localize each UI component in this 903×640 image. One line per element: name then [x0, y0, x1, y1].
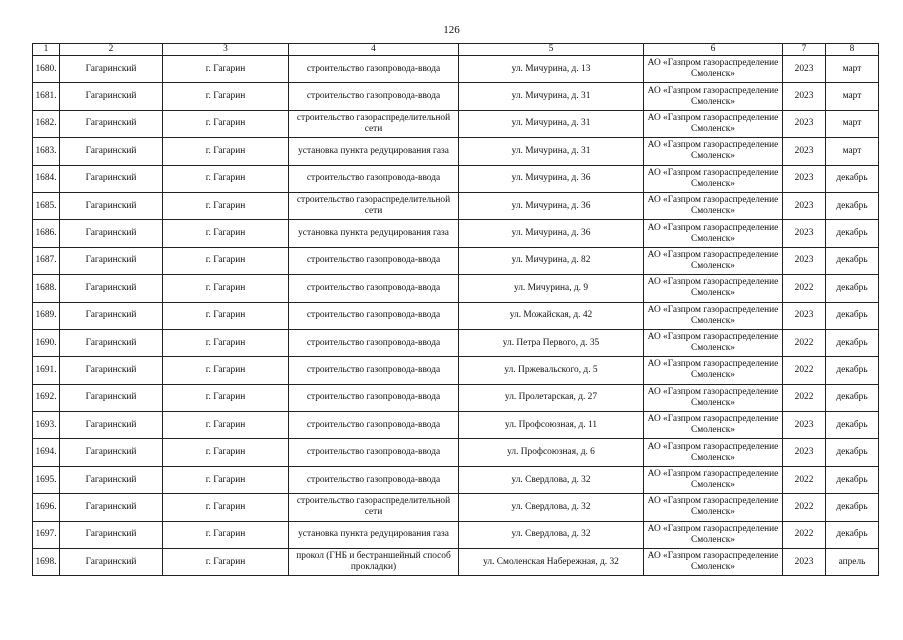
- year-cell: 2022: [783, 521, 826, 548]
- month-cell: декабрь: [826, 192, 879, 219]
- column-header: 8: [826, 44, 879, 56]
- column-header: 2: [60, 44, 163, 56]
- table-row: [33, 439, 879, 466]
- organization-cell: АО «Газпром газораспределение Смоленск»: [644, 165, 783, 192]
- organization-cell: АО «Газпром газораспределение Смоленск»: [644, 247, 783, 274]
- table-row: [33, 56, 879, 83]
- month-cell: апрель: [826, 549, 879, 576]
- table-body: [33, 56, 879, 576]
- organization-cell: АО «Газпром газораспределение Смоленск»: [644, 494, 783, 521]
- column-header: 4: [289, 44, 459, 56]
- organization-cell: АО «Газпром газораспределение Смоленск»: [644, 275, 783, 302]
- table-row: [33, 466, 879, 493]
- locality-cell: г. Гагарин: [163, 384, 289, 411]
- district-cell: Гагаринский: [60, 275, 163, 302]
- locality-cell: г. Гагарин: [163, 412, 289, 439]
- organization-cell: АО «Газпром газораспределение Смоленск»: [644, 110, 783, 137]
- year-cell: 2022: [783, 275, 826, 302]
- organization-cell: АО «Газпром газораспределение Смоленск»: [644, 220, 783, 247]
- table-row: [33, 165, 879, 192]
- organization-cell: АО «Газпром газораспределение Смоленск»: [644, 138, 783, 165]
- address-cell: ул. Пролетарская, д. 27: [459, 384, 644, 411]
- row-number-cell: 1686.: [33, 220, 60, 247]
- month-cell: декабрь: [826, 521, 879, 548]
- locality-cell: г. Гагарин: [163, 302, 289, 329]
- month-cell: декабрь: [826, 302, 879, 329]
- month-cell: март: [826, 138, 879, 165]
- work-type-cell: строительство газопровода-ввода: [289, 165, 459, 192]
- month-cell: март: [826, 83, 879, 110]
- work-type-cell: строительство газопровода-ввода: [289, 439, 459, 466]
- work-type-cell: прокол (ГНБ и бестраншейный способ прокладки): [289, 549, 459, 576]
- column-header: 7: [783, 44, 826, 56]
- row-number-cell: 1690.: [33, 329, 60, 356]
- year-cell: 2023: [783, 247, 826, 274]
- row-number-cell: 1689.: [33, 302, 60, 329]
- table-row: [33, 549, 879, 576]
- address-cell: ул. Мичурина, д. 36: [459, 165, 644, 192]
- work-type-cell: строительство газопровода-ввода: [289, 275, 459, 302]
- row-number-cell: 1692.: [33, 384, 60, 411]
- organization-cell: АО «Газпром газораспределение Смоленск»: [644, 329, 783, 356]
- district-cell: Гагаринский: [60, 329, 163, 356]
- address-cell: ул. Свердлова, д. 32: [459, 521, 644, 548]
- district-cell: Гагаринский: [60, 83, 163, 110]
- row-number-cell: 1685.: [33, 192, 60, 219]
- column-header: 6: [644, 44, 783, 56]
- work-type-cell: строительство газораспределительной сети: [289, 110, 459, 137]
- year-cell: 2023: [783, 302, 826, 329]
- address-cell: ул. Мичурина, д. 31: [459, 83, 644, 110]
- address-cell: ул. Профсоюзная, д. 6: [459, 439, 644, 466]
- header-row: [33, 44, 879, 56]
- locality-cell: г. Гагарин: [163, 83, 289, 110]
- work-type-cell: строительство газопровода-ввода: [289, 56, 459, 83]
- locality-cell: г. Гагарин: [163, 56, 289, 83]
- table-row: [33, 138, 879, 165]
- address-cell: ул. Мичурина, д. 31: [459, 110, 644, 137]
- organization-cell: АО «Газпром газораспределение Смоленск»: [644, 549, 783, 576]
- organization-cell: АО «Газпром газораспределение Смоленск»: [644, 439, 783, 466]
- year-cell: 2023: [783, 220, 826, 247]
- column-header: 1: [33, 44, 60, 56]
- locality-cell: г. Гагарин: [163, 247, 289, 274]
- table-row: [33, 521, 879, 548]
- data-table: [32, 43, 879, 576]
- column-header: 3: [163, 44, 289, 56]
- locality-cell: г. Гагарин: [163, 192, 289, 219]
- district-cell: Гагаринский: [60, 192, 163, 219]
- address-cell: ул. Мичурина, д. 13: [459, 56, 644, 83]
- organization-cell: АО «Газпром газораспределение Смоленск»: [644, 412, 783, 439]
- year-cell: 2023: [783, 138, 826, 165]
- work-type-cell: строительство газопровода-ввода: [289, 302, 459, 329]
- locality-cell: г. Гагарин: [163, 220, 289, 247]
- organization-cell: АО «Газпром газораспределение Смоленск»: [644, 384, 783, 411]
- month-cell: декабрь: [826, 439, 879, 466]
- row-number-cell: 1688.: [33, 275, 60, 302]
- district-cell: Гагаринский: [60, 357, 163, 384]
- locality-cell: г. Гагарин: [163, 439, 289, 466]
- district-cell: Гагаринский: [60, 439, 163, 466]
- row-number-cell: 1683.: [33, 138, 60, 165]
- locality-cell: г. Гагарин: [163, 466, 289, 493]
- district-cell: Гагаринский: [60, 302, 163, 329]
- month-cell: декабрь: [826, 466, 879, 493]
- month-cell: декабрь: [826, 494, 879, 521]
- locality-cell: г. Гагарин: [163, 521, 289, 548]
- address-cell: ул. Пржевальского, д. 5: [459, 357, 644, 384]
- work-type-cell: установка пункта редуцирования газа: [289, 521, 459, 548]
- address-cell: ул. Свердлова, д. 32: [459, 494, 644, 521]
- row-number-cell: 1680.: [33, 56, 60, 83]
- work-type-cell: строительство газопровода-ввода: [289, 247, 459, 274]
- year-cell: 2023: [783, 83, 826, 110]
- district-cell: Гагаринский: [60, 466, 163, 493]
- work-type-cell: строительство газораспределительной сети: [289, 192, 459, 219]
- month-cell: декабрь: [826, 247, 879, 274]
- district-cell: Гагаринский: [60, 110, 163, 137]
- year-cell: 2023: [783, 549, 826, 576]
- month-cell: декабрь: [826, 412, 879, 439]
- table-row: [33, 110, 879, 137]
- row-number-cell: 1697.: [33, 521, 60, 548]
- row-number-cell: 1698.: [33, 549, 60, 576]
- row-number-cell: 1691.: [33, 357, 60, 384]
- locality-cell: г. Гагарин: [163, 138, 289, 165]
- district-cell: Гагаринский: [60, 165, 163, 192]
- year-cell: 2022: [783, 384, 826, 411]
- table-row: [33, 357, 879, 384]
- locality-cell: г. Гагарин: [163, 275, 289, 302]
- work-type-cell: строительство газопровода-ввода: [289, 83, 459, 110]
- column-header: 5: [459, 44, 644, 56]
- district-cell: Гагаринский: [60, 220, 163, 247]
- district-cell: Гагаринский: [60, 412, 163, 439]
- year-cell: 2022: [783, 329, 826, 356]
- month-cell: март: [826, 56, 879, 83]
- table-row: [33, 302, 879, 329]
- row-number-cell: 1696.: [33, 494, 60, 521]
- row-number-cell: 1695.: [33, 466, 60, 493]
- work-type-cell: строительство газопровода-ввода: [289, 384, 459, 411]
- organization-cell: АО «Газпром газораспределение Смоленск»: [644, 83, 783, 110]
- district-cell: Гагаринский: [60, 56, 163, 83]
- table-row: [33, 384, 879, 411]
- year-cell: 2022: [783, 466, 826, 493]
- table-row: [33, 83, 879, 110]
- address-cell: ул. Можайская, д. 42: [459, 302, 644, 329]
- table-row: [33, 247, 879, 274]
- work-type-cell: строительство газопровода-ввода: [289, 329, 459, 356]
- organization-cell: АО «Газпром газораспределение Смоленск»: [644, 192, 783, 219]
- organization-cell: АО «Газпром газораспределение Смоленск»: [644, 302, 783, 329]
- year-cell: 2023: [783, 412, 826, 439]
- table-row: [33, 192, 879, 219]
- month-cell: декабрь: [826, 329, 879, 356]
- district-cell: Гагаринский: [60, 494, 163, 521]
- year-cell: 2022: [783, 357, 826, 384]
- address-cell: ул. Свердлова, д. 32: [459, 466, 644, 493]
- address-cell: ул. Мичурина, д. 82: [459, 247, 644, 274]
- month-cell: декабрь: [826, 165, 879, 192]
- row-number-cell: 1693.: [33, 412, 60, 439]
- address-cell: ул. Петра Первого, д. 35: [459, 329, 644, 356]
- row-number-cell: 1694.: [33, 439, 60, 466]
- table-row: [33, 412, 879, 439]
- address-cell: ул. Смоленская Набережная, д. 32: [459, 549, 644, 576]
- address-cell: ул. Профсоюзная, д. 11: [459, 412, 644, 439]
- table-row: [33, 275, 879, 302]
- table-row: [33, 220, 879, 247]
- district-cell: Гагаринский: [60, 549, 163, 576]
- organization-cell: АО «Газпром газораспределение Смоленск»: [644, 466, 783, 493]
- row-number-cell: 1684.: [33, 165, 60, 192]
- organization-cell: АО «Газпром газораспределение Смоленск»: [644, 521, 783, 548]
- work-type-cell: строительство газопровода-ввода: [289, 357, 459, 384]
- address-cell: ул. Мичурина, д. 36: [459, 192, 644, 219]
- work-type-cell: установка пункта редуцирования газа: [289, 220, 459, 247]
- locality-cell: г. Гагарин: [163, 329, 289, 356]
- year-cell: 2023: [783, 439, 826, 466]
- address-cell: ул. Мичурина, д. 31: [459, 138, 644, 165]
- work-type-cell: строительство газораспределительной сети: [289, 494, 459, 521]
- organization-cell: АО «Газпром газораспределение Смоленск»: [644, 56, 783, 83]
- district-cell: Гагаринский: [60, 521, 163, 548]
- row-number-cell: 1687.: [33, 247, 60, 274]
- address-cell: ул. Мичурина, д. 36: [459, 220, 644, 247]
- year-cell: 2023: [783, 192, 826, 219]
- work-type-cell: строительство газопровода-ввода: [289, 466, 459, 493]
- month-cell: декабрь: [826, 275, 879, 302]
- year-cell: 2023: [783, 110, 826, 137]
- organization-cell: АО «Газпром газораспределение Смоленск»: [644, 357, 783, 384]
- locality-cell: г. Гагарин: [163, 494, 289, 521]
- address-cell: ул. Мичурина, д. 9: [459, 275, 644, 302]
- locality-cell: г. Гагарин: [163, 357, 289, 384]
- month-cell: декабрь: [826, 220, 879, 247]
- table-row: [33, 494, 879, 521]
- row-number-cell: 1681.: [33, 83, 60, 110]
- year-cell: 2023: [783, 165, 826, 192]
- page-number: 126: [443, 24, 460, 36]
- month-cell: декабрь: [826, 357, 879, 384]
- locality-cell: г. Гагарин: [163, 165, 289, 192]
- work-type-cell: строительство газопровода-ввода: [289, 412, 459, 439]
- locality-cell: г. Гагарин: [163, 110, 289, 137]
- district-cell: Гагаринский: [60, 384, 163, 411]
- row-number-cell: 1682.: [33, 110, 60, 137]
- district-cell: Гагаринский: [60, 138, 163, 165]
- month-cell: декабрь: [826, 384, 879, 411]
- month-cell: март: [826, 110, 879, 137]
- district-cell: Гагаринский: [60, 247, 163, 274]
- work-type-cell: установка пункта редуцирования газа: [289, 138, 459, 165]
- year-cell: 2023: [783, 56, 826, 83]
- table-row: [33, 329, 879, 356]
- locality-cell: г. Гагарин: [163, 549, 289, 576]
- year-cell: 2022: [783, 494, 826, 521]
